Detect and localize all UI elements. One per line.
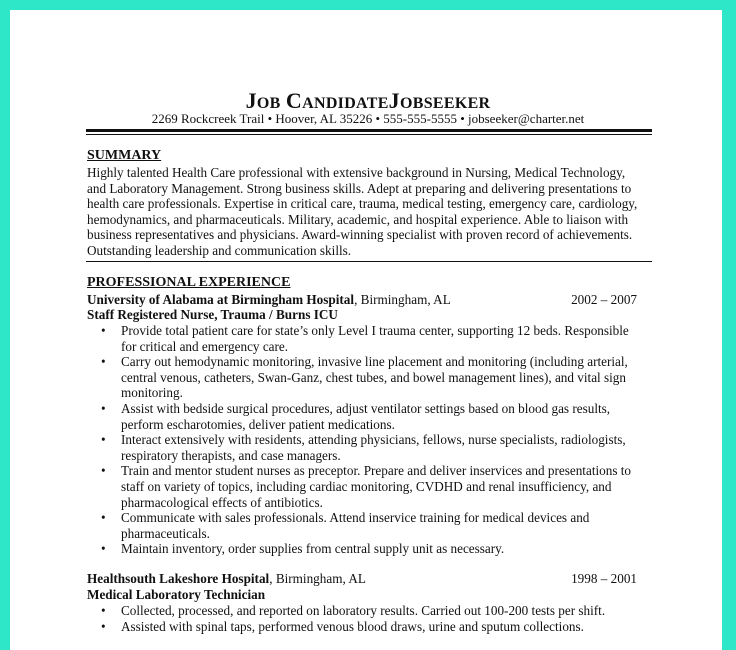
list-item: • Collected, processed, and reported on laboratory results. Carried out 100-200 tests per shift. — [87, 603, 647, 619]
list-item: • Maintain inventory, order supplies from central supply unit as necessary. — [87, 541, 647, 557]
job-2-employer: Healthsouth Lakeshore Hospital — [87, 571, 270, 586]
list-item: • Interact extensively with residents, attending physicians, fellows, nurse specialists, radiologists, respiratory therapists, and case managers. — [87, 432, 647, 463]
summary-heading: SUMMARY — [87, 148, 162, 163]
list-item: • Carry out hemodynamic monitoring, invasive line placement and monitoring (including arterial, central venous, catheters, Swan-Ganz, chest tubes, and bowel management lines), and vital sign monitoring. — [87, 354, 647, 401]
section-divider — [86, 261, 652, 262]
job-2-dates: 1998 – 2001 — [571, 571, 637, 586]
job-1-org-line — [87, 292, 637, 308]
contact-line: 2269 Rockcreek Trail • Hoover, AL 35226 • 555-555-5555 • jobseeker@charter.net — [151, 111, 585, 126]
experience-heading: PROFESSIONAL EXPERIENCE — [87, 275, 291, 290]
job-2-location: , Birmingham, AL — [269, 571, 366, 586]
job-1-location: , Birmingham, AL — [354, 292, 451, 307]
list-item: • Provide total patient care for state’s only Level I trauma center, supporting 12 beds. Responsible for critical and emergency care. — [87, 323, 647, 354]
job-1-employer: University of Alabama at Birmingham Hospital — [87, 292, 355, 307]
job-1-title: Staff Registered Nurse, Trauma / Burns ICU — [87, 307, 338, 322]
candidate-name: JOB CANDIDATEJOBSEEKER — [245, 88, 491, 113]
job-1-dates: 2002 – 2007 — [571, 292, 637, 307]
summary-text: Highly talented Health Care professional with extensive background in Nursing, Medical Technology, and Laboratory Management. Strong business skills. Adept at preparing and delivering presentations to health care professionals. Expertise in critical care, trauma, medical testing, emergency care, cardiology, hemodynamics, and pharmaceuticals. Military, academic, and hospital experience. Able to liaison with business representatives and physicians. Award-winning specialist with proven record of achievements. Outstanding leadership and communication skills. — [87, 165, 638, 258]
job-1-bullets — [87, 323, 647, 557]
list-item: • Assisted with spinal taps, performed venous blood draws, urine and sputum collections. — [87, 619, 647, 635]
job-2-org-line — [87, 571, 637, 587]
header-rule-thick — [86, 129, 652, 132]
list-item: • Assist with bedside surgical procedures, adjust ventilator settings based on blood gas results, perform escharotomies, deliver patient medications. — [87, 401, 647, 432]
list-item: • Communicate with sales professionals. Attend inservice training for medical devices and pharmaceuticals. — [87, 510, 647, 541]
list-item: • Train and mentor student nurses as preceptor. Prepare and deliver inservices and presentations to staff on variety of topics, including cardiac monitoring, CVDHD and renal insufficiency, and pharmacological effects of antibiotics. — [87, 463, 647, 510]
header-rule-thin — [86, 134, 652, 135]
job-2-title: Medical Laboratory Technician — [87, 587, 266, 602]
